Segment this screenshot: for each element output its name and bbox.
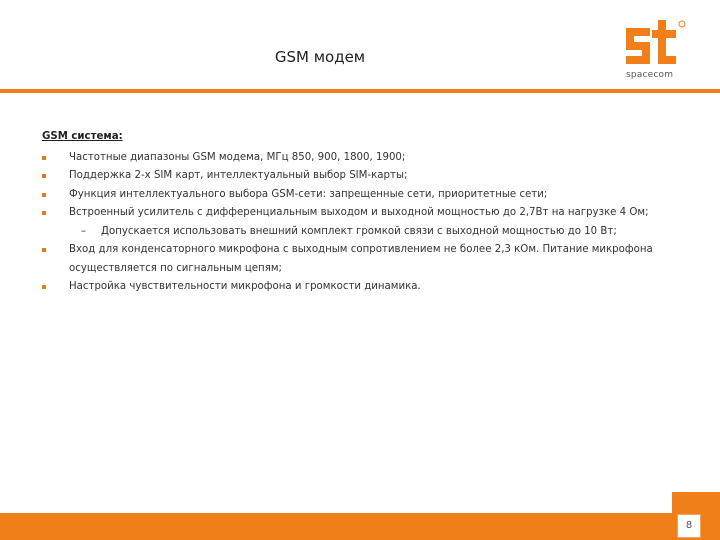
list-item	[42, 241, 682, 278]
list-item	[42, 149, 682, 168]
list-item-text: Вход для конденсаторного микрофона с выходным сопротивлением не более 2,3 кОм. Питание микрофона осуществляется по сигнальным цепям;	[69, 244, 653, 274]
page-number: 8	[677, 514, 701, 538]
bullet-icon	[42, 285, 46, 289]
list-item	[42, 204, 682, 223]
list-item-text: Частотные диапазоны GSM модема, МГц 850, 900, 1800, 1900;	[69, 151, 406, 163]
list-item	[42, 278, 682, 297]
sub-list-item-text: Допускается использовать внешний комплект громкой связи с выходной мощностью до 10 Вт;	[101, 225, 617, 237]
bullet-icon	[42, 248, 46, 252]
footer-bar	[0, 513, 720, 540]
bullet-list	[42, 149, 682, 297]
bullet-icon	[42, 174, 46, 178]
sub-list-item	[42, 223, 682, 242]
list-item-text: Встроенный усилитель с дифференциальным выходом и выходной мощностью до 2,7Вт на нагрузке 4 Ом;	[69, 207, 649, 218]
bullet-icon	[42, 211, 46, 215]
slide-title: GSM модем	[274, 48, 366, 66]
header-rule	[0, 89, 720, 93]
bullet-icon	[42, 193, 46, 197]
bullet-icon	[42, 156, 46, 160]
list-item	[42, 186, 682, 205]
dash-marker: –	[81, 225, 87, 237]
list-item-text: Настройка чувствительности микрофона и громкости динамика.	[69, 281, 421, 292]
list-item-text: Поддержка 2-х SIM карт, интеллектуальный выбор SIM-карты;	[69, 170, 408, 181]
list-item	[42, 167, 682, 186]
section-heading: GSM система:	[42, 131, 123, 142]
list-item-text: Функция интеллектуального выбора GSM-сети: запрещенные сети, приоритетные сети;	[69, 188, 548, 200]
logo-text: spacecom	[626, 70, 674, 80]
slide-content	[42, 128, 682, 297]
